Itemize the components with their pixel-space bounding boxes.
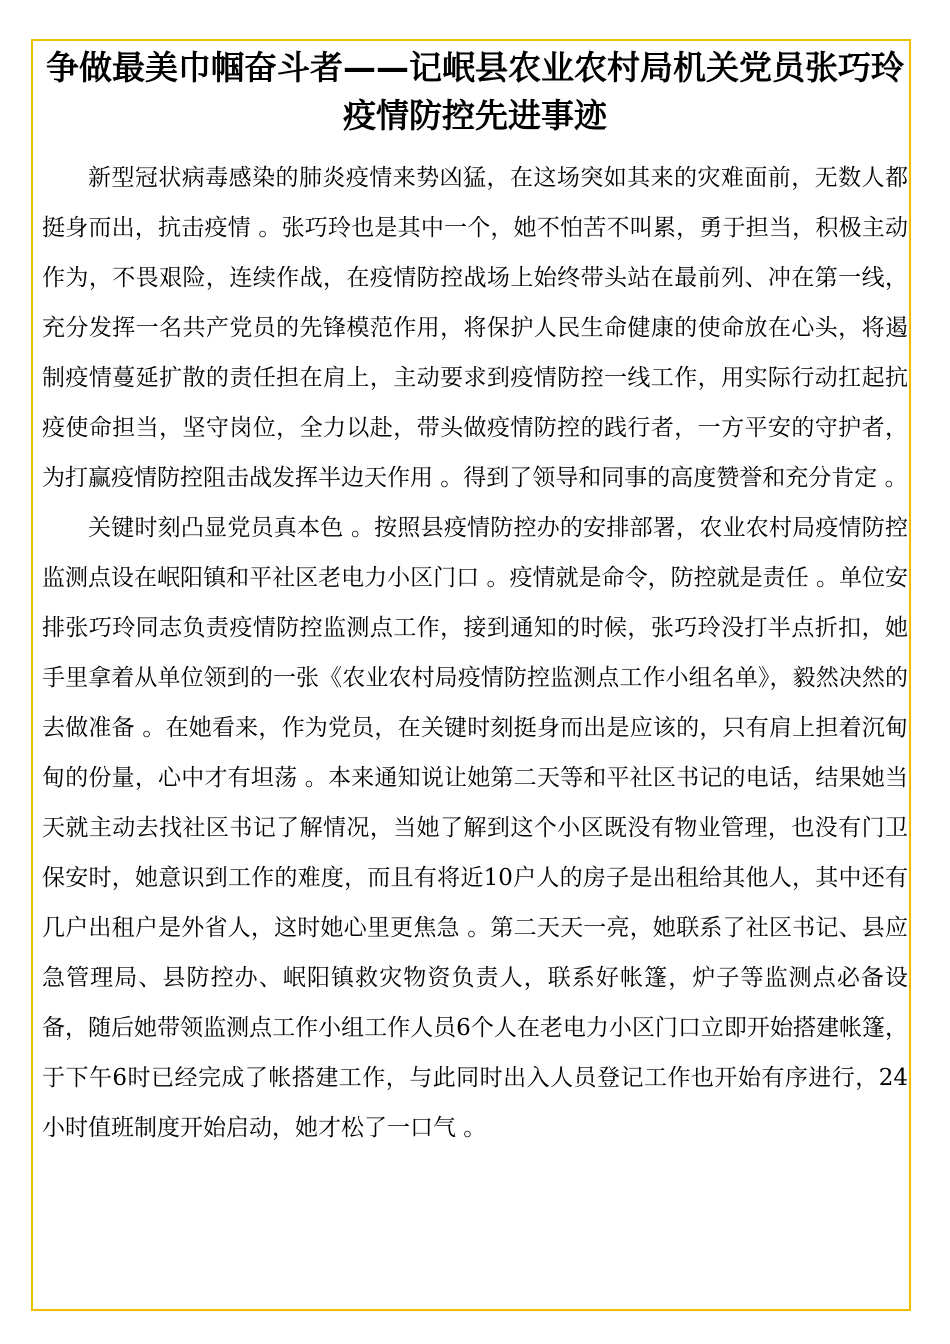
paragraph-2: 关键时刻凸显党员真本色 。按照县疫情防控办的安排部署，农业农村局疫情防控监测点设在岷阳镇和平社区老电力小区门口 。疫情就是命令，防控就是责任 。单位安排张巧玲同志负责疫情防控监测点工作，接到通知的时候，张巧玲没打半点折扣，她手里拿着从单位领到的一张《农业农村局疫情防控监测点工作小组名单》，毅然决然的去做准备 。在她看来，作为党员，在关键时刻挺身而出是应该的，只有肩上担着沉甸甸的份量，心中才有坦荡 。本来通知说让她第二天等和平社区书记的电话，结果她当天就主动去找社区书记了解情况，当她了解到这个小区既没有物业管理，也没有门卫保安时，她意识到工作的难度，而且有将近10户人的房子是出租给其他人，其中还有几户出租户是外省人，这时她心里更焦急 。第二天天一亮，她联系了社区书记、县应急管理局、县防控办、岷阳镇救灾物资负责人，联系好帐篷，炉子等监测点必备设备，随后她带领监测点工作小组工作人员6个人在老电力小区门口立即开始搭建帐篷，于下午6时已经完成了帐搭建工作，与此同时出入人员登记工作也开始有序进行，24小时值班制度开始启动，她才松了一口气 。 [42,515,908,1141]
document-title: 争做最美巾帼奋斗者——记岷县农业农村局机关党员张巧玲疫情防控先进事迹 [46,48,904,135]
paragraph-1: 新型冠状病毒感染的肺炎疫情来势凶猛，在这场突如其来的灾难面前，无数人都挺身而出，抗击疫情 。张巧玲也是其中一个，她不怕苦不叫累，勇于担当，积极主动作为，不畏艰险，连续作战，在疫情防控战场上始终带头站在最前列、冲在第一线，充分发挥一名共产党员的先锋模范作用，将保护人民生命健康的使命放在心头，将遏制疫情蔓延扩散的责任担在肩上，主动要求到疫情防控一线工作，用实际行动扛起抗疫使命担当，坚守岗位，全力以赴，带头做疫情防控的践行者，一方平安的守护者，为打赢疫情防控阻击战发挥半边天作用 。得到了领导和同事的高度赞誉和充分肯定 。 [42,165,908,491]
document-body [42,153,908,1153]
